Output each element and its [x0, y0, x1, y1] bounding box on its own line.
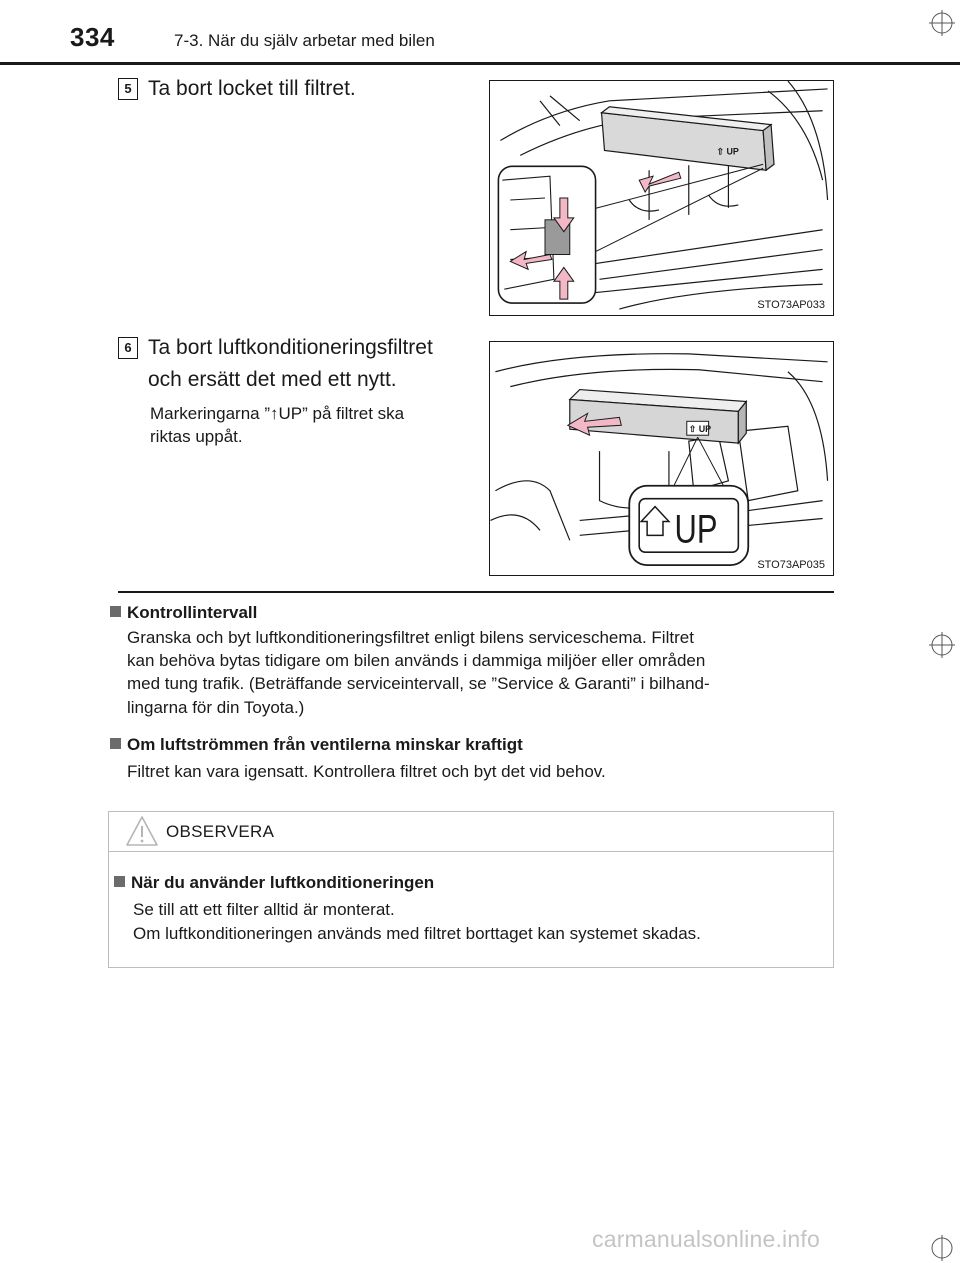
- bullet-square-icon: [110, 738, 121, 749]
- bullet-square-icon: [110, 606, 121, 617]
- section-title: 7-3. När du själv arbetar med bilen: [174, 31, 435, 50]
- filter-up-text: ⇧ UP: [688, 424, 712, 435]
- callout-up-text: UP: [674, 506, 718, 552]
- step5-instruction: Ta bort locket till filtret.: [148, 77, 356, 100]
- info-body-1-line4: lingarna för din Toyota.): [127, 698, 305, 717]
- step6-note-line2: riktas uppåt.: [150, 427, 243, 446]
- step-badge-6: 6: [118, 337, 138, 359]
- crop-mark-bottom-right-icon: [929, 1235, 955, 1261]
- crop-mark-mid-right-icon: [929, 632, 955, 658]
- info-body-1-line3: med tung trafik. (Beträffande serviceintervall, se ”Service & Garanti” i bilhand-: [127, 674, 710, 693]
- filter-cover-drawing: [490, 81, 833, 315]
- header-rule: [0, 62, 960, 65]
- caution-body-line2: Om luftkonditioneringen används med filtret borttaget kan systemet skadas.: [133, 924, 701, 943]
- info-heading-luftstrommen: Om luftströmmen från ventilerna minskar kraftigt: [110, 733, 523, 757]
- crop-mark-top-right-icon: [929, 10, 955, 36]
- filter-cover-illustration: [489, 80, 834, 316]
- cover-up-text: ⇧ UP: [716, 146, 739, 157]
- step-badge-5: 5: [118, 78, 138, 100]
- figure-code-5: STO73AP033: [757, 299, 825, 311]
- info-body-2-line1: Filtret kan vara igensatt. Kontrollera filtret och byt det vid behov.: [127, 762, 606, 781]
- section-divider: [118, 591, 834, 593]
- bullet-square-icon: [114, 876, 125, 887]
- step6-instruction-line2: och ersätt det med ett nytt.: [148, 368, 397, 391]
- figure-code-6: STO73AP035: [757, 559, 825, 571]
- watermark-text: carmanualsonline.info: [592, 1226, 820, 1252]
- step6-note-line1: Markeringarna ”↑UP” på filtret ska: [150, 404, 405, 423]
- filter-replacement-illustration: [489, 341, 834, 576]
- info-body-1-line2: kan behöva bytas tidigare om bilen används i dammiga miljöer eller områden: [127, 651, 706, 670]
- warning-triangle-icon: [124, 814, 160, 848]
- step6-instruction-line1: Ta bort luftkonditioneringsfiltret: [148, 336, 433, 359]
- filter-replacement-drawing: [490, 342, 833, 575]
- page-number: 334: [70, 22, 115, 52]
- caution-heading: När du använder luftkonditioneringen: [114, 871, 434, 895]
- caution-header-rule: [108, 851, 834, 852]
- info-body-1-line1: Granska och byt luftkonditioneringsfiltret enligt bilens serviceschema. Filtret: [127, 628, 694, 647]
- caution-body-line1: Se till att ett filter alltid är monterat.: [133, 900, 395, 919]
- info-heading-kontrollintervall: Kontrollintervall: [110, 601, 257, 625]
- caution-label: OBSERVERA: [166, 822, 275, 841]
